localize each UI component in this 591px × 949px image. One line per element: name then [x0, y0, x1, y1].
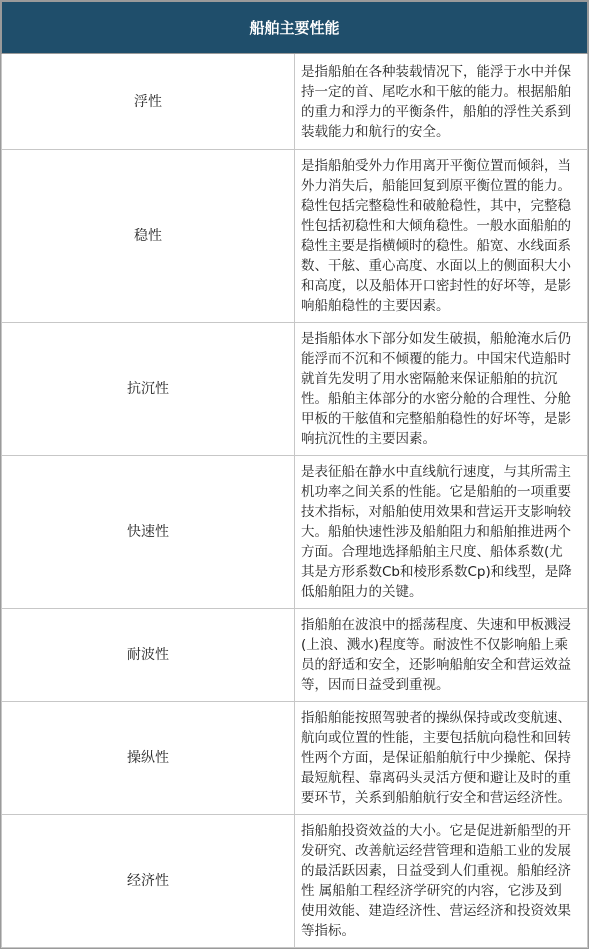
property-description: 是表征船在静水中直线航行速度，与其所需主机功率之间关系的性能。它是船舶的一项重要技术指标，对船舶使用效果和营运开支影响较大。船舶快速性涉及船舶阻力和船舶推进两个方面。合理地选择船舶主尺度、船体系数(尤其是方形系数Cb和棱形系数Cp)和线型，是降低船舶阻力的关键。: [295, 456, 588, 609]
property-name: 操纵性: [2, 702, 295, 815]
table-row: [2, 609, 588, 702]
property-name: 浮性: [2, 54, 295, 150]
property-description: 指船舶在波浪中的摇荡程度、失速和甲板溅浸(上浪、溅水)程度等。耐波性不仅影响船上乘员的舒适和安全，还影响船舶安全和营运效益等，因而日益受到重视。: [295, 609, 588, 702]
property-name: 稳性: [2, 150, 295, 323]
table-row: [2, 323, 588, 456]
property-name: 抗沉性: [2, 323, 295, 456]
table-row: [2, 456, 588, 609]
property-description: 指船舶能按照驾驶者的操纵保持或改变航速、航向或位置的性能，主要包括航向稳性和回转性两个方面，是保证船舶航行中少操舵、保持最短航程、靠离码头灵活方便和避让及时的重要环节，关系到船舶航行安全和营运经济性。: [295, 702, 588, 815]
table-row: [2, 150, 588, 323]
table-row: [2, 54, 588, 150]
property-description: 是指船体水下部分如发生破损，船舱淹水后仍能浮而不沉和不倾覆的能力。中国宋代造船时就首先发明了用水密隔舱来保证船舶的抗沉性。船舶主体部分的水密分舱的合理性、分舱甲板的干舷值和完整船舶稳性的好坏等，是影响抗沉性的主要因素。: [295, 323, 588, 456]
table-row: [2, 815, 588, 948]
property-description: 指船舶投资效益的大小。它是促进新船型的开发研究、改善航运经营管理和造船工业的发展的最活跃因素，日益受到人们重视。船舶经济性 属船舶工程经济学研究的内容，它涉及到使用效能、建造经济性、营运经济和投资效果等指标。: [295, 815, 588, 948]
property-name: 耐波性: [2, 609, 295, 702]
property-name: 经济性: [2, 815, 295, 948]
table-header-row: [2, 2, 588, 54]
table-title: 船舶主要性能: [2, 2, 588, 54]
property-name: 快速性: [2, 456, 295, 609]
table-row: [2, 702, 588, 815]
property-description: 是指船舶受外力作用离开平衡位置而倾斜，当外力消失后，船能回复到原平衡位置的能力。稳性包括完整稳性和破舱稳性，其中，完整稳性包括初稳性和大倾角稳性。一般水面船舶的稳性主要是指横倾时的稳性。船宽、水线面系数、干舷、重心高度、水面以上的侧面积大小和高度，以及船体开口密封性的好坏等，是影响船舶稳性的主要因素。: [295, 150, 588, 323]
ship-performance-table: [1, 1, 588, 948]
property-description: 是指船舶在各种装载情况下，能浮于水中并保持一定的首、尾吃水和干舷的能力。根据船舶的重力和浮力的平衡条件，船舶的浮性关系到装载能力和航行的安全。: [295, 54, 588, 150]
